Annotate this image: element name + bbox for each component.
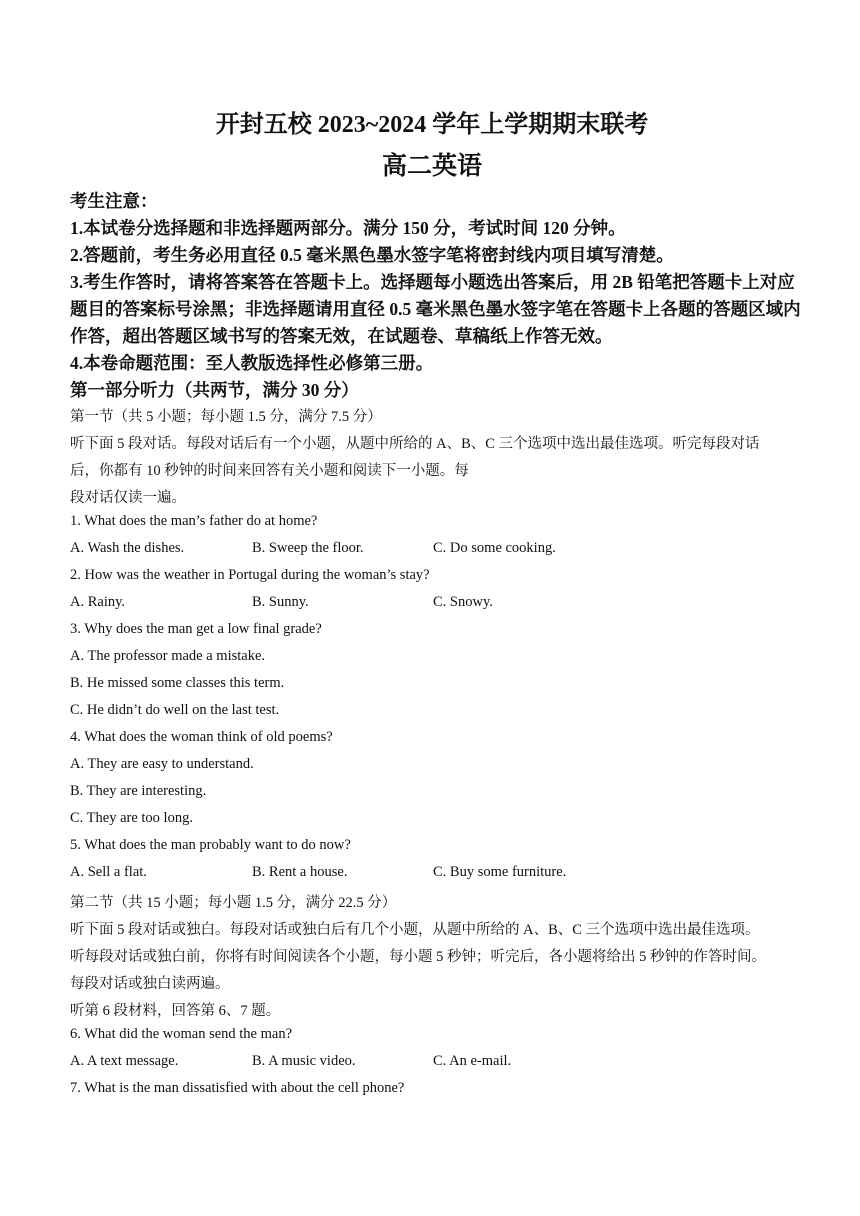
question-stem: 3. Why does the man get a low final grade? xyxy=(70,621,322,637)
question-stem: 6. What did the woman send the man? xyxy=(70,1026,293,1042)
notice-line: 作答，超出答题区域书写的答案无效，在试题卷、草稿纸上作答无效。 xyxy=(70,326,613,346)
option-b: B. They are interesting. xyxy=(70,783,207,799)
option-b: B. A music video. xyxy=(252,1053,356,1069)
section1-instruction: 后，你都有 10 秒钟的时间来回答有关小题和阅读下一小题。每 xyxy=(70,463,469,479)
option-a: A. Wash the dishes. xyxy=(70,540,185,556)
question-stem: 1. What does the man’s father do at home? xyxy=(70,513,318,529)
question-stem: 2. How was the weather in Portugal during the woman’s stay? xyxy=(70,567,430,583)
section2-heading: 第二节（共 15 小题；每小题 1.5 分，满分 22.5 分） xyxy=(70,895,397,911)
question-stem: 5. What does the man probably want to do now? xyxy=(70,837,351,853)
notice-line: 题目的答案标号涂黑；非选择题请用直径 0.5 毫米黑色墨水签字笔在答题卡上各题的答题区域内 xyxy=(70,299,801,319)
option-c: C. He didn’t do well on the last test. xyxy=(70,702,280,718)
notice-heading: 考生注意： xyxy=(70,191,158,211)
option-c: C. Buy some furniture. xyxy=(433,864,567,880)
option-b: B. Sunny. xyxy=(252,594,309,610)
notice-line: 2.答题前，考生务必用直径 0.5 毫米黑色墨水签字笔将密封线内项目填写清楚。 xyxy=(70,245,674,265)
section2-instruction: 听每段对话或独白前，你将有时间阅读各个小题，每小题 5 秒钟；听完后，各小题将给出 5 秒钟的作答时间。 xyxy=(70,949,766,965)
part1-heading: 第一部分听力（共两节，满分 30 分） xyxy=(70,380,359,400)
section1-instruction: 听下面 5 段对话。每段对话后有一个小题，从题中所给的 A、B、C 三个选项中选出最佳选项。听完每段对话 xyxy=(70,436,760,452)
notice-line: 3.考生作答时，请将答案答在答题卡上。选择题每小题选出答案后，用 2B 铅笔把答题卡上对应 xyxy=(70,272,795,292)
option-a: A. Sell a flat. xyxy=(70,864,147,880)
option-b: B. Rent a house. xyxy=(252,864,348,880)
section2-instruction: 每段对话或独白读两遍。 xyxy=(70,976,230,992)
option-c: C. Do some cooking. xyxy=(433,540,556,556)
material-6-note: 听第 6 段材料，回答第 6、7 题。 xyxy=(70,1003,281,1019)
option-a: A. A text message. xyxy=(70,1053,179,1069)
option-a: A. The professor made a mistake. xyxy=(70,648,266,664)
question-stem: 7. What is the man dissatisfied with about the cell phone? xyxy=(70,1080,405,1096)
option-c: C. They are too long. xyxy=(70,810,193,826)
exam-title: 开封五校 2023~2024 学年上学期期末联考 xyxy=(215,112,649,138)
notice-line: 1.本试卷分选择题和非选择题两部分。满分 150 分，考试时间 120 分钟。 xyxy=(70,218,626,238)
option-a: A. Rainy. xyxy=(70,594,126,610)
notice-line: 4.本卷命题范围：至人教版选择性必修第三册。 xyxy=(70,353,434,373)
question-stem: 4. What does the woman think of old poems? xyxy=(70,729,333,745)
option-c: C. An e-mail. xyxy=(433,1053,512,1069)
section1-instruction: 段对话仅读一遍。 xyxy=(70,490,186,506)
exam-subject: 高二英语 xyxy=(381,153,482,180)
section1-heading: 第一节（共 5 小题；每小题 1.5 分，满分 7.5 分） xyxy=(70,409,382,425)
option-b: B. He missed some classes this term. xyxy=(70,675,285,691)
option-a: A. They are easy to understand. xyxy=(70,756,254,772)
section2-instruction: 听下面 5 段对话或独白。每段对话或独白后有几个小题，从题中所给的 A、B、C 三个选项中选出最佳选项。 xyxy=(70,922,760,938)
option-b: B. Sweep the floor. xyxy=(252,540,364,556)
option-c: C. Snowy. xyxy=(433,594,493,610)
